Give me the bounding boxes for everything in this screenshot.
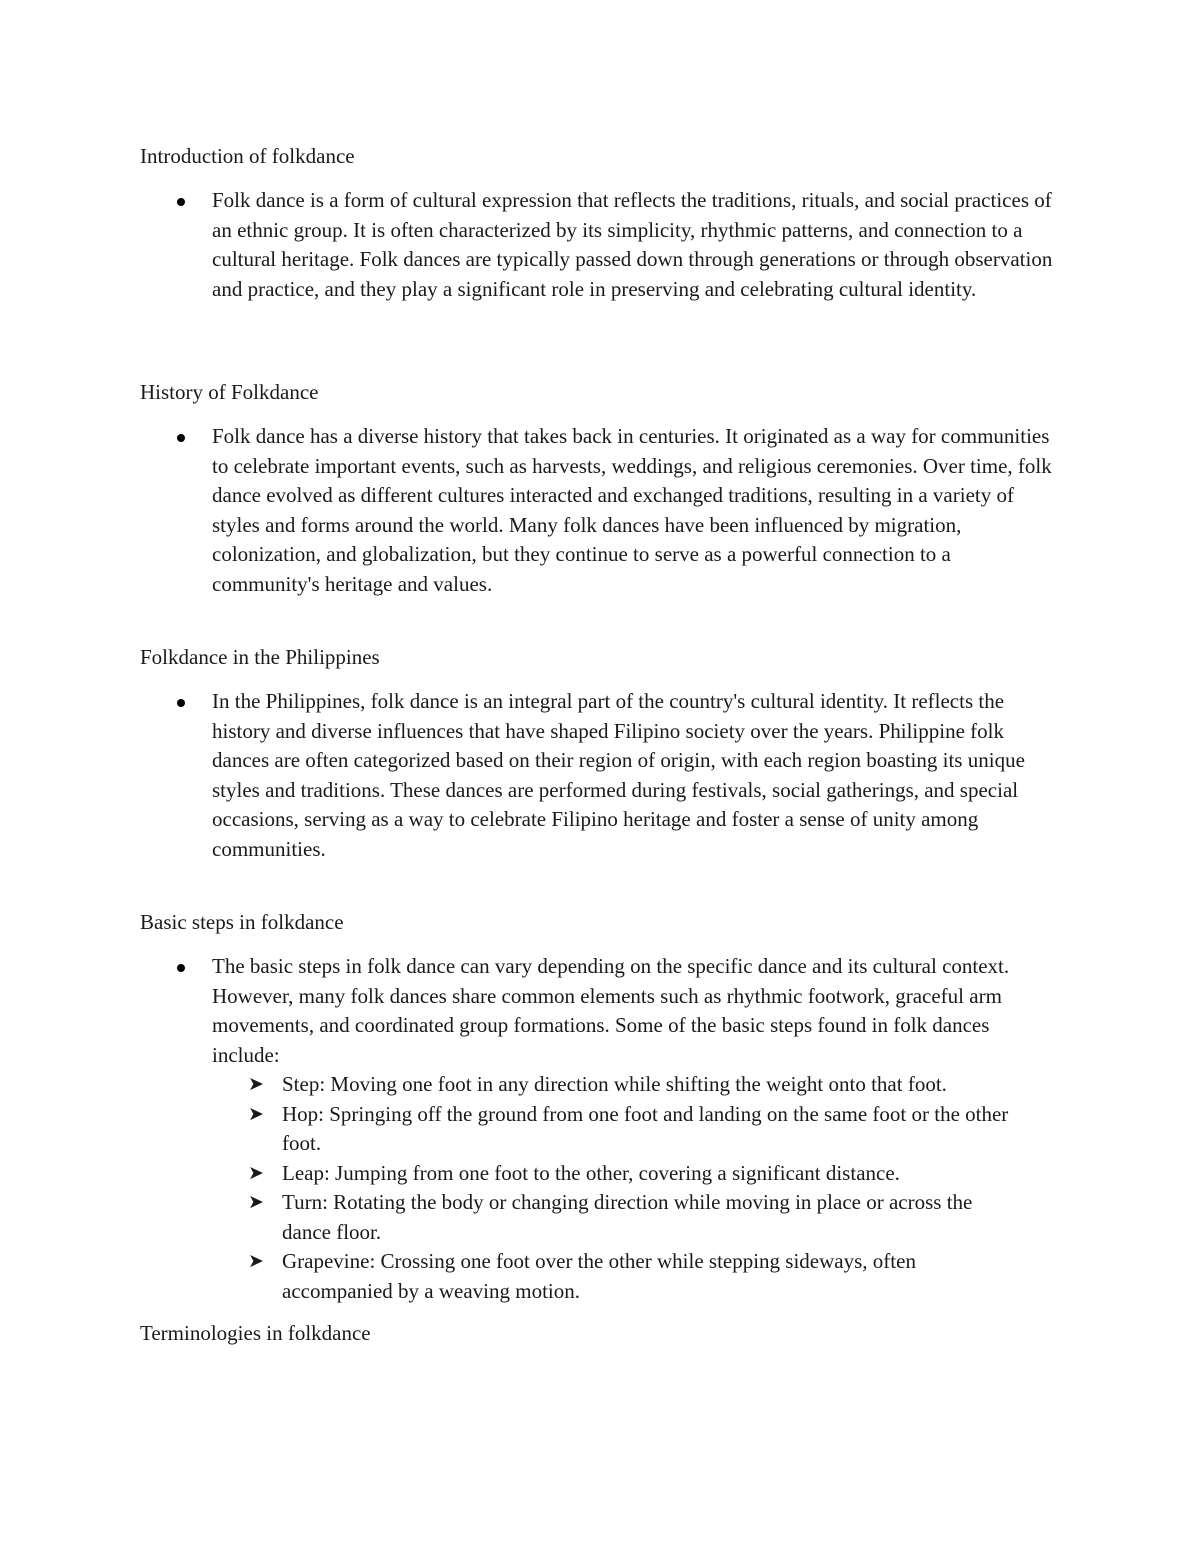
paragraph-introduction: Folk dance is a form of cultural expression that reflects the traditions, rituals, and social practices of an ethnic group. It is often characterized by its simplicity, rhythmic patterns, and connection to a cultural heritage. Folk dances are typically passed down through generations or through observation and practice, and they play a significant role in preserving and celebrating cultural identity. [212,188,1053,301]
section-heading-terminologies: Terminologies in folkdance [140,1321,371,1345]
basic-steps-list [248,1070,1018,1306]
arrowhead-icon: ➤ [248,1103,264,1125]
list-item-text: Turn: Rotating the body or changing direction while moving in place or across the dance floor. [282,1190,973,1244]
list-item-text: Grapevine: Crossing one foot over the other while stepping sideways, often accompanied by a weaving motion. [282,1249,916,1303]
list-item-hop [248,1100,1018,1159]
list-item-text: Step: Moving one foot in any direction while shifting the weight onto that foot. [282,1072,947,1096]
bullet-icon [177,964,185,972]
bullet-item-basic-steps [140,952,1060,1306]
bullet-item-introduction [140,186,1060,304]
list-item-turn [248,1188,1018,1247]
paragraph-basic-steps: The basic steps in folk dance can vary depending on the specific dance and its cultural context. However, many folk dances share common elements such as rhythmic footwork, graceful arm movements, and coordinated group formations. Some of the basic steps found in folk dances include: [212,954,1010,1067]
section-heading-philippines: Folkdance in the Philippines [140,645,380,669]
paragraph-history: Folk dance has a diverse history that takes back in centuries. It originated as a way for communities to celebrate important events, such as harvests, weddings, and religious ceremonies. Over time, folk dance evolved as different cultures interacted and exchanged traditions, resulting in a variety of styles and forms around the world. Many folk dances have been influenced by migration, colonization, and globalization, but they continue to serve as a powerful connection to a community's heritage and values. [212,424,1052,596]
arrowhead-icon: ➤ [248,1251,264,1272]
paragraph-philippines: In the Philippines, folk dance is an integral part of the country's cultural identity. It reflects the history and diverse influences that have shaped Filipino society over the years. Philippine folk dances are often categorized based on their region of origin, with each region boasting its unique styles and traditions. These dances are performed during festivals, social gatherings, and special occasions, serving as a way to celebrate Filipino heritage and foster a sense of unity among communities. [212,689,1025,861]
list-item-leap [248,1159,1018,1189]
bullet-item-history [140,422,1060,599]
list-item-step [248,1070,1018,1100]
arrowhead-icon: ➤ [248,1074,264,1095]
section-heading-history: History of Folkdance [140,380,319,404]
list-item-text: Hop: Springing off the ground from one foot and landing on the same foot or the other foot. [282,1101,1009,1155]
section-heading-introduction: Introduction of folkdance [140,144,355,168]
bullet-icon [177,198,185,206]
list-item-text: Leap: Jumping from one foot to the other, covering a significant distance. [282,1160,900,1185]
bullet-icon [177,434,185,442]
section-heading-basic-steps: Basic steps in folkdance [140,910,344,934]
bullet-icon [177,699,185,707]
bullet-item-philippines [140,687,1060,864]
arrowhead-icon: ➤ [248,1192,264,1213]
list-item-grapevine [248,1247,1018,1306]
arrowhead-icon: ➤ [248,1162,264,1184]
